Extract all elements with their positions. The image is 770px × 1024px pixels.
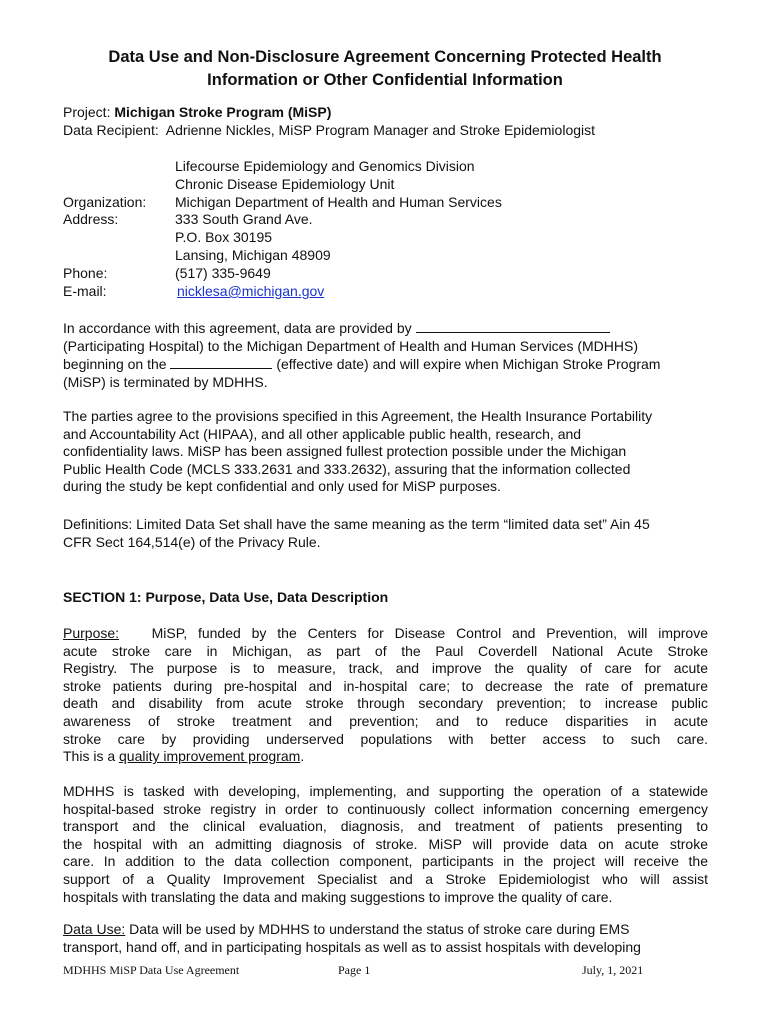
address-label: Address: bbox=[63, 211, 119, 227]
purpose-last-line: This is a quality improvement program. bbox=[63, 748, 305, 765]
mdhhs-line: care. In addition to the data collection component, participants in the project will receive the bbox=[63, 853, 708, 870]
data-use-paragraph bbox=[63, 921, 707, 956]
recipient-value: Adrienne Nickles, MiSP Program Manager and Stroke Epidemiologist bbox=[165, 122, 596, 138]
accordance-line-1: In accordance with this agreement, data are provided by bbox=[63, 319, 707, 338]
phone-label: Phone: bbox=[63, 265, 108, 281]
data-use-label: Data Use: bbox=[63, 921, 126, 937]
organization-value: Michigan Department of Health and Human Services bbox=[175, 194, 502, 210]
footer-left: MDHHS MiSP Data Use Agreement bbox=[63, 963, 240, 977]
division: Lifecourse Epidemiology and Genomics Division bbox=[175, 158, 475, 174]
data-use-line-2: transport, hand off, and in participating hospitals as well as to assist hospitals with developing bbox=[63, 938, 641, 955]
footer-date: July, 1, 2021 bbox=[582, 963, 644, 977]
purpose-line: stroke patients during pre-hospital and in-hospital care; to decrease the rate of premature bbox=[63, 677, 708, 694]
purpose-line: acute stroke care in Michigan, as part of the Paul Coverdell National Acute Stroke bbox=[63, 642, 708, 659]
purpose-label: Purpose: bbox=[63, 625, 120, 641]
accordance-line-2: (Participating Hospital) to the Michigan Department of Health and Human Services (MDHHS) bbox=[63, 337, 639, 354]
purpose-line: awareness of stroke treatment and prevention; and to reduce disparities in acute bbox=[63, 712, 708, 729]
phone-value: (517) 335-9649 bbox=[175, 265, 271, 281]
purpose-line: Purpose: MiSP, funded by the Centers for Disease Control and Prevention, will improve bbox=[63, 625, 708, 641]
mdhhs-last-line: hospitals with translating the data and making suggestions to improve the quality of care. bbox=[63, 888, 613, 905]
accordance-line-4: (MiSP) is terminated by MDHHS. bbox=[63, 373, 268, 390]
project-line bbox=[63, 104, 331, 122]
email-label: E-mail: bbox=[63, 283, 107, 299]
definitions-line-1: Definitions: Limited Data Set shall have the same meaning as the term “limited data set” Ain 45 bbox=[63, 516, 650, 532]
purpose-line: stroke care by providing underserved populations with better access to such care. bbox=[63, 730, 708, 747]
definitions-paragraph bbox=[63, 516, 707, 551]
quality-improvement-link: quality improvement program bbox=[119, 748, 301, 765]
mdhhs-line: transport and the clinical evaluation, diagnosis, and treatment of patients presenting to bbox=[63, 818, 708, 835]
purpose-paragraph bbox=[63, 625, 708, 766]
title-line-2: Information or Other Confidential Information bbox=[207, 71, 563, 89]
purpose-line: Registry. The purpose is to measure, track, and improve the quality of care for acute bbox=[63, 660, 708, 677]
parties-line: and Accountability Act (HIPAA), and all other applicable public health, research, and bbox=[63, 425, 582, 442]
email-link bbox=[177, 283, 324, 301]
parties-line: Public Health Code (MCLS 333.2631 and 333.2632), assuring that the information collected bbox=[63, 460, 631, 477]
footer-page-number: Page 1 bbox=[338, 963, 371, 977]
address-line-2: P.O. Box 30195 bbox=[175, 229, 273, 245]
purpose-line: death and disability from acute stroke through secondary prevention; to increase public bbox=[63, 695, 708, 712]
mdhhs-line: support of a Quality Improvement Specialist and a Stroke Epidemiologist who will assist bbox=[63, 870, 708, 887]
mdhhs-line: the hospital with an admitting diagnosis of stroke. MiSP will provide data on acute stroke bbox=[63, 835, 708, 852]
parties-line: confidentiality laws. MiSP has been assigned fullest protection possible under the Michigan bbox=[63, 443, 627, 460]
mdhhs-line: MDHHS is tasked with developing, implementing, and supporting the operation of a statewide bbox=[63, 783, 708, 799]
section-1-heading: SECTION 1: Purpose, Data Use, Data Description bbox=[63, 589, 389, 605]
definitions-line-2: CFR Sect 164,514(e) of the Privacy Rule. bbox=[63, 533, 321, 550]
accordance-paragraph bbox=[63, 319, 707, 391]
address-line-1: 333 South Grand Ave. bbox=[175, 211, 313, 227]
mdhhs-paragraph bbox=[63, 783, 708, 906]
unit: Chronic Disease Epidemiology Unit bbox=[175, 176, 395, 192]
document-title bbox=[60, 46, 710, 92]
email-link-text[interactable]: nicklesa@michigan.gov bbox=[177, 283, 325, 299]
accordance-line-3: beginning on the (effective date) and will expire when Michigan Stroke Program bbox=[63, 356, 661, 373]
hospital-blank[interactable] bbox=[416, 319, 610, 333]
parties-line: The parties agree to the provisions specified in this Agreement, the Health Insurance Portability bbox=[63, 408, 653, 424]
address-line-3: Lansing, Michigan 48909 bbox=[175, 247, 331, 263]
effective-date-blank[interactable] bbox=[170, 355, 272, 369]
mdhhs-line: hospital-based stroke registry in order to continuously collect information concerning emergency bbox=[63, 800, 708, 817]
recipient-label: Data Recipient: bbox=[63, 122, 159, 138]
parties-paragraph bbox=[63, 408, 707, 496]
parties-line: during the study be kept confidential and only used for MiSP purposes. bbox=[63, 478, 501, 495]
data-use-line-1: Data Use: Data will be used by MDHHS to understand the status of stroke care during EMS bbox=[63, 921, 630, 937]
project-label: Project: bbox=[63, 104, 111, 120]
recipient-line bbox=[63, 122, 595, 140]
project-value: Michigan Stroke Program (MiSP) bbox=[114, 104, 332, 120]
organization-label: Organization: bbox=[63, 194, 147, 210]
title-line-1: Data Use and Non-Disclosure Agreement Concerning Protected Health bbox=[108, 48, 662, 66]
